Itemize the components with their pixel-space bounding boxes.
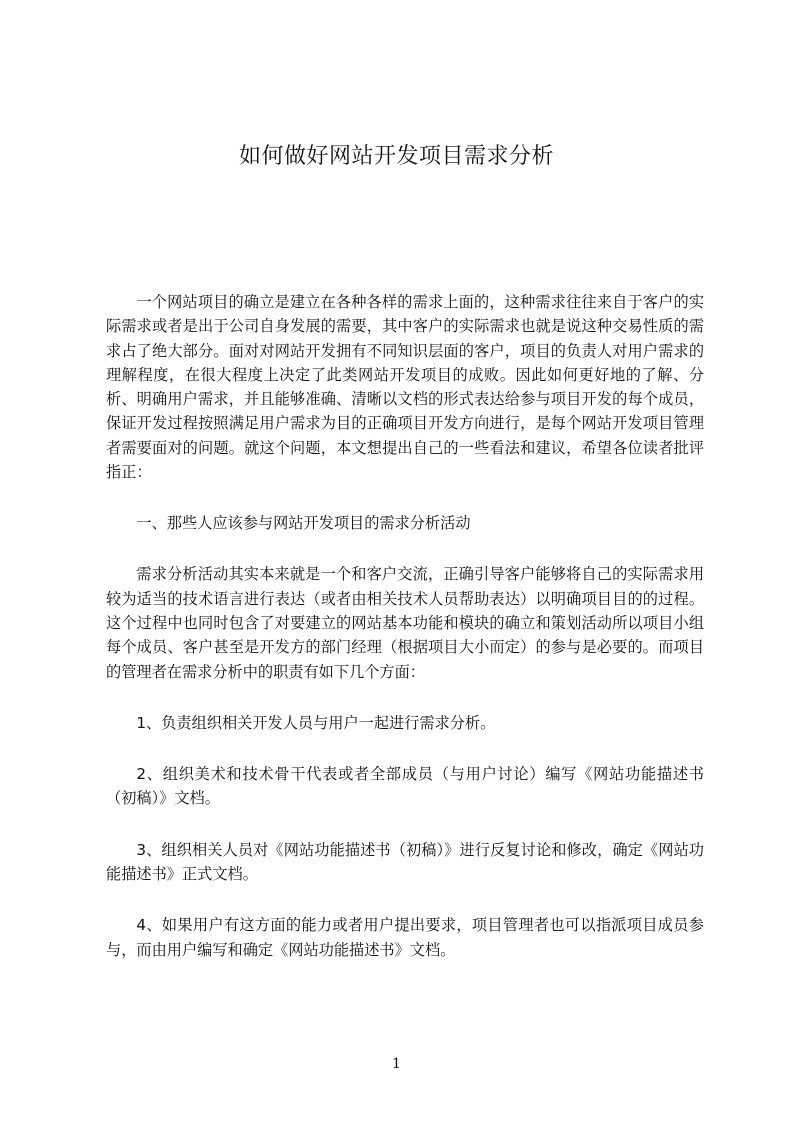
- section-paragraph: 需求分析活动其实本来就是一个和客户交流，正确引导客户能够将自己的实际需求用较为适当的技术语言进行表达（或者由相关技术人员帮助表达）以明确项目目的的过程。这个过程中也同时包含了对要建立的网站基本功能和模块的确立和策划活动所以项目小组每个成员、客户甚至是开发方的部门经理（根据项目大小而定）的参与是必要的。而项目的管理者在需求分析中的职责有如下几个方面：: [106, 565, 704, 681]
- page-number: 1: [392, 1056, 401, 1072]
- list-item-1: 1、负责组织相关开发人员与用户一起进行需求分析。: [136, 713, 496, 732]
- intro-paragraph: 一个网站项目的确立是建立在各种各样的需求上面的，这种需求往往来自于客户的实际需求或者是出于公司自身发展的需要，其中客户的实际需求也就是说这种交易性质的需求占了绝大部分。面对对网站开发拥有不同知识层面的客户，项目的负责人对用户需求的理解程度，在很大程度上决定了此类网站开发项目的成败。因此如何更好地的了解、分析、明确用户需求，并且能够准确、清晰以文档的形式表达给参与项目开发的每个成员，保证开发过程按照满足用户需求为目的正确项目开发方向进行，是每个网站开发项目管理者需要面对的问题。就这个问题，本文想提出自己的一些看法和建议，希望各位读者批评指正：: [106, 293, 704, 482]
- list-item-2: 2、组织美术和技术骨干代表或者全部成员（与用户讨论）编写《网站功能描述书（初稿）》文档。: [106, 765, 704, 808]
- document-body: [106, 290, 704, 989]
- list-item-4: 4、如果用户有这方面的能力或者用户提出要求，项目管理者也可以指派项目成员参与，而由用户编写和确定《网站功能描述书》文档。: [106, 916, 704, 959]
- list-item-3: 3、组织相关人员对《网站功能描述书（初稿）》进行反复讨论和修改，确定《网站功能描述书》正式文档。: [106, 840, 704, 884]
- document-title: 如何做好网站开发项目需求分析: [238, 144, 554, 169]
- section-heading: 一、那些人应该参与网站开发项目的需求分析活动: [136, 514, 471, 533]
